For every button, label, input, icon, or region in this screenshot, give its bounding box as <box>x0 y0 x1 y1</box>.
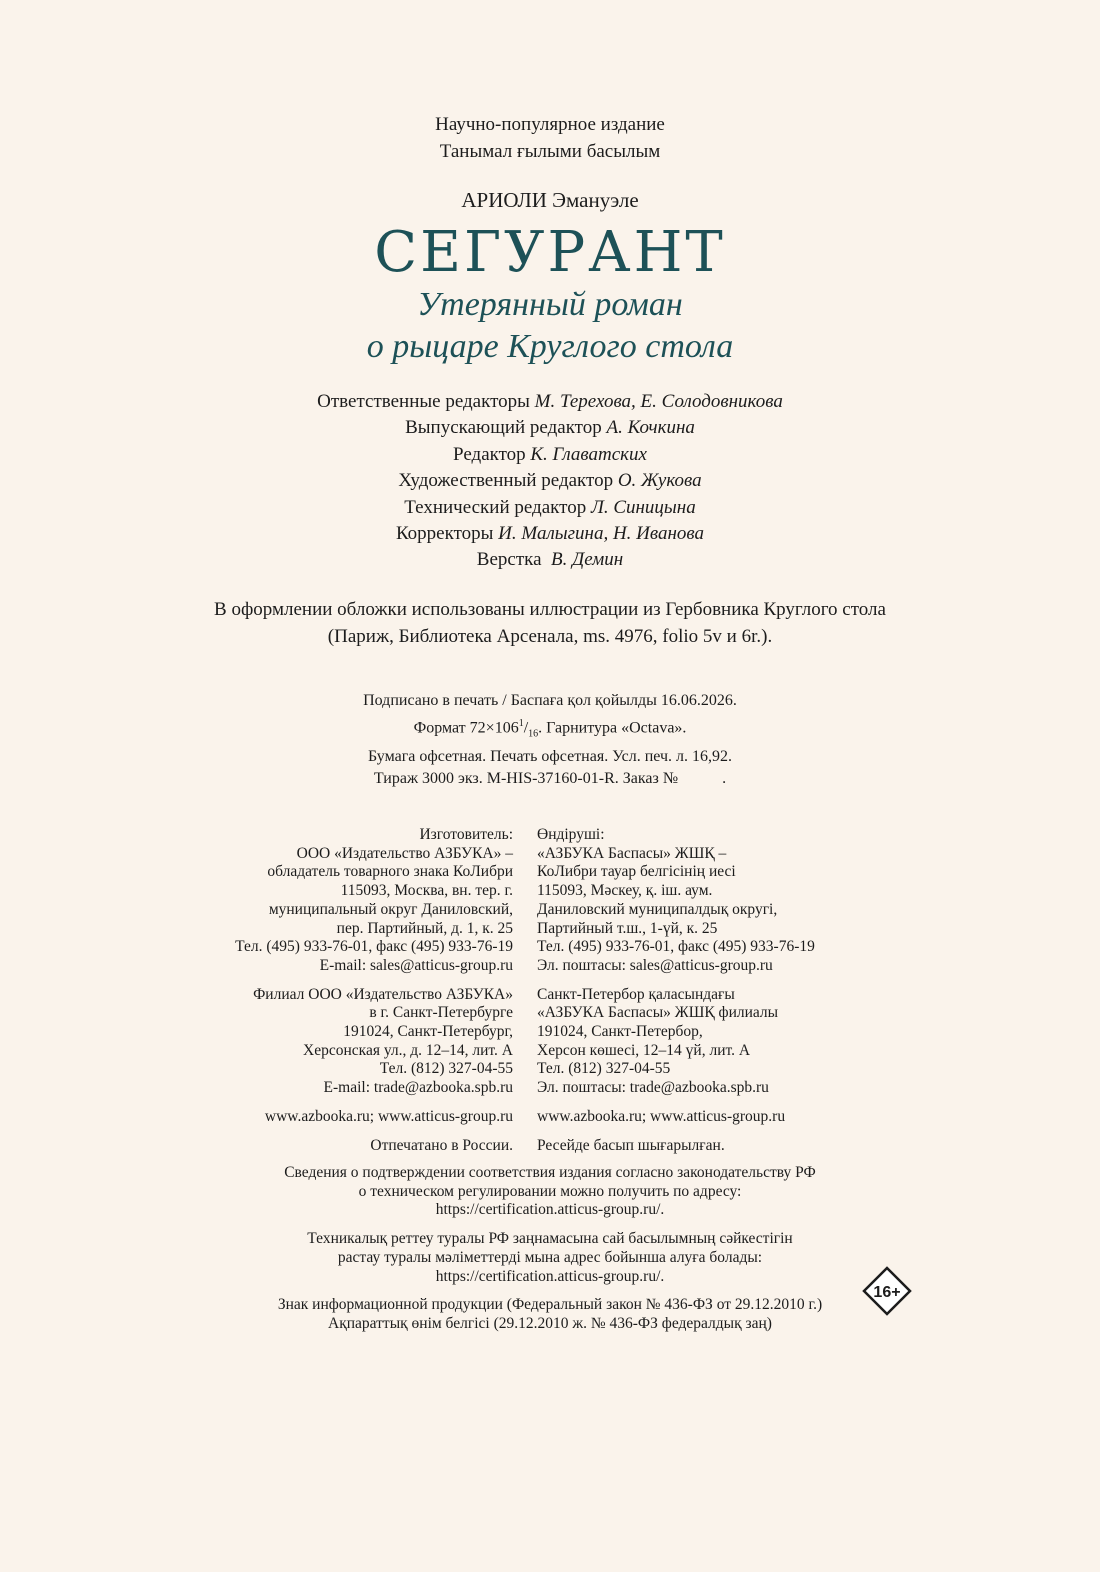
text-line: пер. Партийный, д. 1, к. 25 <box>336 919 513 937</box>
text-line: Техникалық реттеу туралы РФ заңнамасына сай басылымның сәйкестігін <box>307 1230 793 1248</box>
title-subtitle-1: Утерянный роман <box>417 286 683 323</box>
cover-illustration-note <box>0 596 1100 650</box>
age-rating-label: 16+ <box>873 1284 901 1301</box>
credit-line <box>0 495 1100 521</box>
edition-type <box>0 111 1100 165</box>
text-line: Тел. (495) 933-76-01, факс (495) 933-76-19 <box>537 938 815 956</box>
branch-ru <box>110 986 513 1098</box>
text-line: Ақпараттық өнім белгісі (29.12.2010 ж. № 436-ФЗ федералдық заң) <box>328 1314 772 1332</box>
manufacturer-ru <box>110 826 513 976</box>
edition-type-kz: Танымал ғылыми басылым <box>439 141 661 162</box>
credit-name: А. Кочкина <box>606 417 695 439</box>
certification-info <box>0 1164 1100 1344</box>
cover-note-line: В оформлении обложки использованы иллюстрации из Гербовника Круглого стола <box>214 599 886 620</box>
credit-line <box>0 521 1100 547</box>
text-line: Изготовитель: <box>419 826 513 843</box>
editorial-credits <box>0 389 1100 574</box>
text-line: Отпечатано в России. <box>370 1136 513 1154</box>
credit-role: Выпускающий редактор <box>405 417 607 439</box>
credit-line <box>0 442 1100 468</box>
credit-name: И. Малыгина, Н. Иванова <box>498 523 705 545</box>
author-name: АРИОЛИ Эмануэле <box>461 188 639 212</box>
text-line: Санкт-Петербор қаласындағы <box>537 985 735 1003</box>
cert-url: https://certification.atticus-group.ru/. <box>435 1201 665 1219</box>
format-prefix: Формат 72×106 <box>413 718 519 736</box>
web-kz <box>537 1108 937 1127</box>
signed-date: Подписано в печать / Баспаға қол қойылды 16.06.2026. <box>363 692 737 709</box>
text-line: о техническом регулировании можно получить по адресу: <box>358 1182 742 1200</box>
text-line: Херсонская ул., д. 12–14, лит. А <box>303 1041 513 1059</box>
format-line <box>0 713 1100 746</box>
publisher-column-ru <box>110 826 513 1165</box>
text-line: Сведения о подтверждении соответствия издания согласно законодательству РФ <box>284 1164 816 1181</box>
text-line: Партийный т.ш., 1-үй, к. 25 <box>537 919 718 937</box>
edition-type-ru: Научно-популярное издание <box>435 114 665 135</box>
format-sup: 1 <box>518 717 524 729</box>
text-line: муниципальный округ Даниловский, <box>268 900 513 918</box>
cert-ru <box>0 1164 1100 1220</box>
text-line: «АЗБУКА Баспасы» ЖШҚ – <box>537 844 727 862</box>
cert-url: https://certification.atticus-group.ru/. <box>435 1267 665 1285</box>
text-line: Эл. поштасы: sales@atticus-group.ru <box>537 956 773 974</box>
text-line: Ресейде басып шығарылған. <box>537 1136 725 1154</box>
text-line: ООО «Издательство АЗБУКА» – <box>296 844 513 862</box>
text-line: КоЛибри тауар белгісінің иесі <box>537 863 736 881</box>
print-info <box>0 690 1100 791</box>
text-line: Филиал ООО «Издательство АЗБУКА» <box>253 985 513 1003</box>
credit-role: Технический редактор <box>404 496 591 518</box>
credit-role: Корректоры <box>395 523 499 545</box>
credit-role: Ответственные редакторы <box>317 391 535 412</box>
text-line: 191024, Санкт-Петербург, <box>343 1023 513 1041</box>
text-line: E-mail: sales@atticus-group.ru <box>319 956 513 974</box>
paper-info: Бумага офсетная. Печать офсетная. Усл. печ. л. 16,92. <box>368 747 732 765</box>
text-line: Тел. (495) 933-76-01, факс (495) 933-76-19 <box>235 938 513 956</box>
credit-line <box>0 468 1100 494</box>
info-product-law <box>0 1296 1100 1333</box>
credit-role: Художественный редактор <box>398 470 618 492</box>
text-line: Эл. поштасы: trade@azbooka.spb.ru <box>537 1079 769 1097</box>
text-line: «АЗБУКА Баспасы» ЖШҚ филиалы <box>537 1004 779 1022</box>
text-line: 115093, Мәскеу, қ. іш. аум. <box>537 882 713 900</box>
text-line: растау туралы мәліметтерді мына адрес бойынша алуға болады: <box>337 1248 763 1266</box>
credit-name: Л. Синицына <box>590 496 696 518</box>
text-line: Знак информационной продукции (Федеральный закон № 436-ФЗ от 29.12.2010 г.) <box>277 1296 823 1314</box>
text-line: E-mail: trade@azbooka.spb.ru <box>323 1079 513 1097</box>
publisher-column-kz <box>537 826 937 1165</box>
format-sub: 16 <box>528 728 539 740</box>
text-line: в г. Санкт-Петербурге <box>369 1004 513 1022</box>
print-run: Тираж 3000 экз. M-HIS-37160-01-R. Заказ № . <box>373 770 727 788</box>
credit-name: К. Главатских <box>530 443 647 465</box>
branch-kz <box>537 986 937 1098</box>
text-line: www.azbooka.ru; www.atticus-group.ru <box>264 1107 513 1125</box>
credit-line <box>0 389 1100 415</box>
web-ru <box>110 1108 513 1127</box>
cover-note-line: (Париж, Библиотека Арсенала, ms. 4976, folio 5v и 6r.). <box>327 626 773 647</box>
credit-line <box>0 547 1100 573</box>
text-line: Тел. (812) 327-04-55 <box>537 1060 671 1078</box>
text-line: Херсон көшесі, 12–14 үй, лит. А <box>537 1041 751 1059</box>
format-suffix: . Гарнитура «Octava». <box>538 718 687 736</box>
text-line: обладатель товарного знака КоЛибри <box>267 863 513 881</box>
title-main: СЕГУРАНТ <box>374 220 726 285</box>
age-rating-icon <box>862 1266 912 1316</box>
printed-kz <box>537 1137 937 1156</box>
credit-name: О. Жукова <box>617 470 702 492</box>
credit-line <box>0 415 1100 441</box>
text-line: www.azbooka.ru; www.atticus-group.ru <box>537 1107 786 1125</box>
credit-name: М. Терехова, Е. Солодовникова <box>534 391 783 412</box>
credit-role: Верстка <box>476 549 551 571</box>
manufacturer-kz <box>537 826 937 976</box>
text-line: Өндіруші: <box>537 826 605 843</box>
text-line: Даниловский муниципалдық округі, <box>537 900 778 918</box>
title-subtitle-2: о рыцаре Круглого стола <box>366 328 734 365</box>
printed-ru <box>110 1137 513 1156</box>
credit-name: В. Демин <box>551 549 624 571</box>
book-title <box>0 222 1100 368</box>
credit-role: Редактор <box>453 443 531 465</box>
text-line: Тел. (812) 327-04-55 <box>379 1060 513 1078</box>
text-line: 115093, Москва, вн. тер. г. <box>340 882 513 900</box>
format-sep: / <box>523 718 529 736</box>
text-line: 191024, Санкт-Петербор, <box>537 1023 703 1041</box>
cert-kz <box>0 1230 1100 1286</box>
